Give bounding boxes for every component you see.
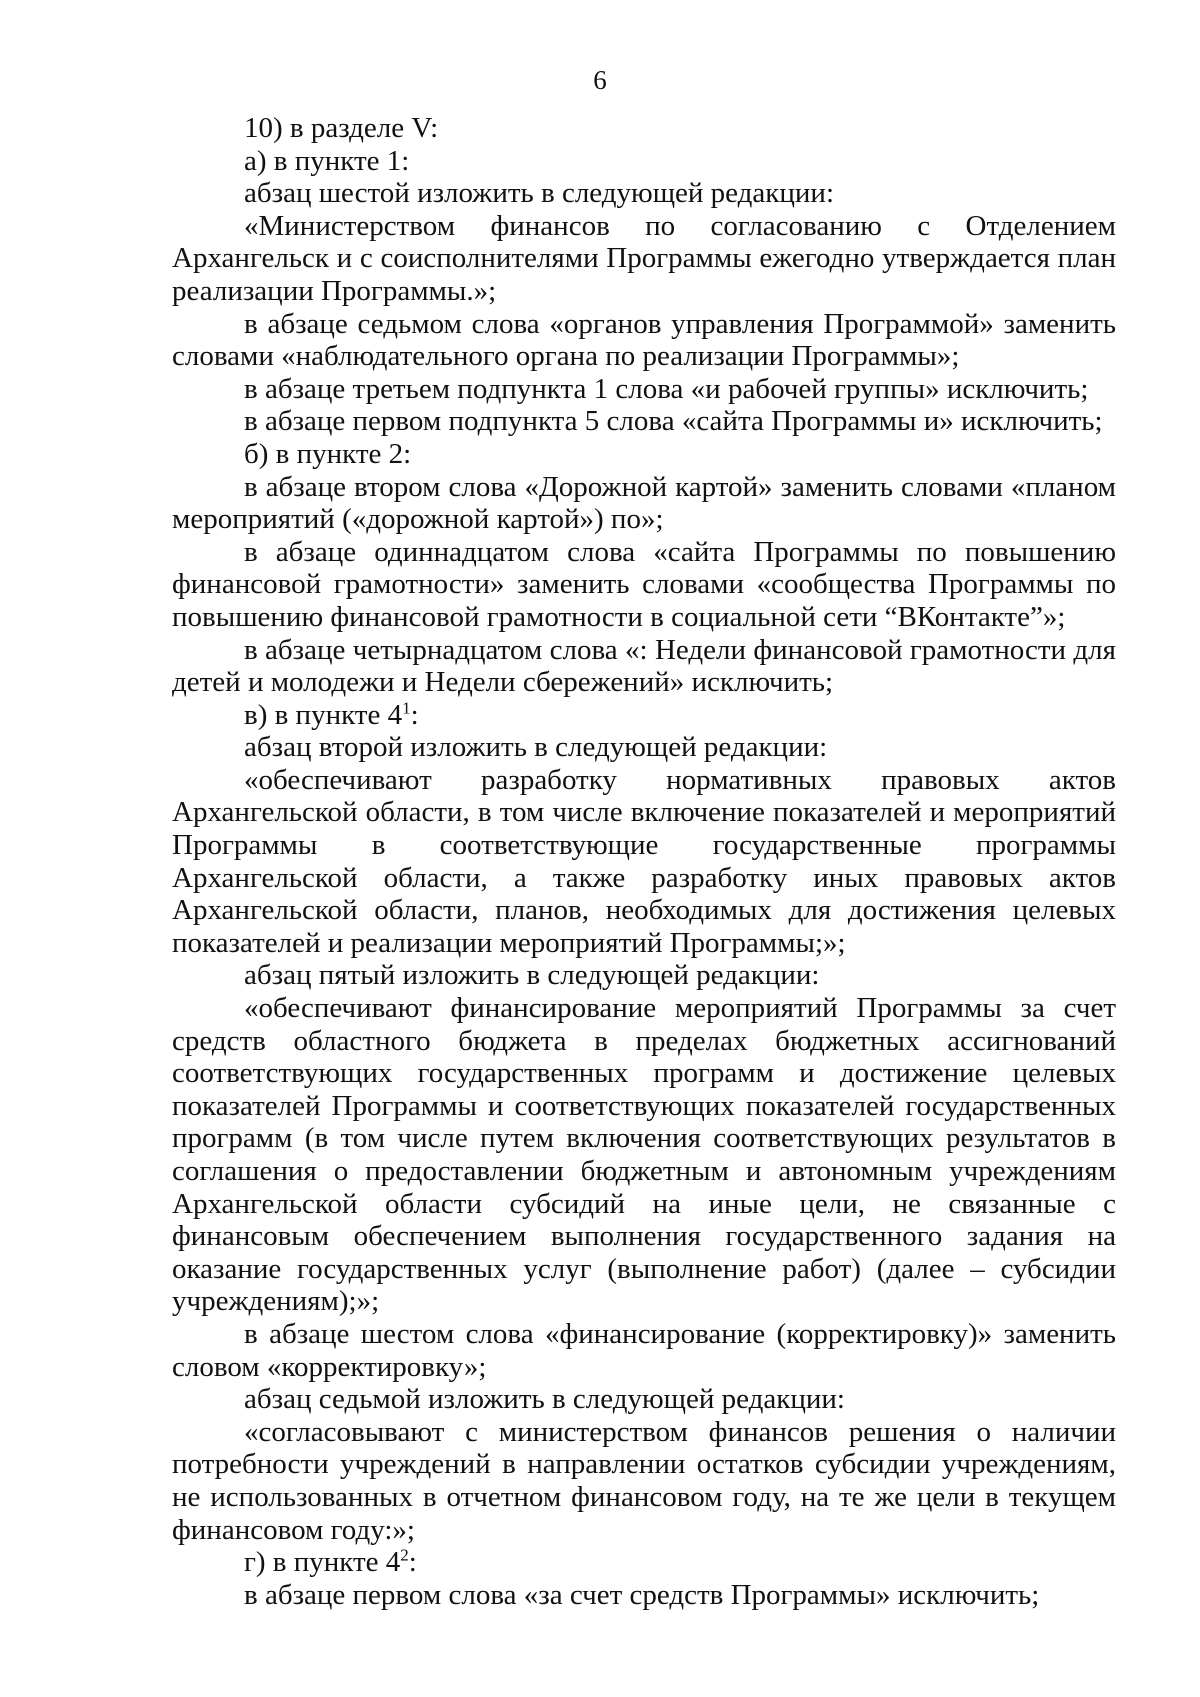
paragraph: в) в пункте $4^1$:	[244, 698, 419, 731]
paragraph: в абзаце втором слова «Дорожной картой» заменить словами «планом мероприятий («дорожной картой») по»;	[172, 470, 1116, 536]
superscript: 1	[402, 698, 411, 718]
paragraph: абзац седьмой изложить в следующей редакции:	[244, 1383, 845, 1416]
paragraph: абзац шестой изложить в следующей редакции:	[244, 177, 834, 210]
paragraph: г) в пункте $4^2$:	[244, 1545, 417, 1579]
paragraph: б) в пункте 2:	[244, 437, 412, 470]
paragraph: 10) в разделе V:	[244, 112, 439, 144]
page-number: 6	[593, 65, 607, 95]
paragraph: в абзаце одиннадцатом слова «сайта Программы по повышению финансовой грамотности» заменить словами «сообщества Программы по повышению финансовой грамотности в социальной сети “ВКонтакте”»;	[172, 535, 1116, 633]
paragraph: в абзаце третьем подпункта 1 слова «и рабочей группы» исключить;	[244, 372, 1089, 405]
paragraph: а) в пункте 1:	[244, 144, 410, 177]
paragraph: абзац пятый изложить в следующей редакции:	[244, 959, 820, 992]
paragraph: в абзаце первом слова «за счет средств Программы» исключить;	[244, 1578, 1040, 1611]
paragraph: «согласовывают с министерством финансов решения о наличии потребности учреждений в направлении остатков субсидии учреждениям, не использованных в отчетном финансовом году, на те же цели в текущем финансовом году:»;	[172, 1415, 1116, 1546]
document-body	[172, 112, 1116, 1611]
paragraph: в абзаце первом подпункта 5 слова «сайта Программы и» исключить;	[244, 405, 1103, 438]
paragraph: «Министерством финансов по согласованию с Отделением Архангельск и с соисполнителями Программы ежегодно утверждается план реализации Программы.»;	[172, 209, 1116, 307]
paragraph: в абзаце шестом слова «финансирование (корректировку)» заменить словом «корректировку»;	[172, 1317, 1116, 1383]
paragraph: в абзаце седьмом слова «органов управления Программой» заменить словами «наблюдательного органа по реализации Программы»;	[172, 307, 1116, 373]
paragraph: абзац второй изложить в следующей редакции:	[244, 731, 828, 764]
paragraph: в абзаце четырнадцатом слова «: Недели финансовой грамотности для детей и молодежи и Недели сбережений» исключить;	[172, 633, 1116, 699]
paragraph: «обеспечивают разработку нормативных правовых актов Архангельской области, в том числе включение показателей и мероприятий Программы в соответствующие государственные программы Архангельской области, а также разработку иных правовых актов Архангельской области, планов, необходимых для достижения целевых показателей и реализации мероприятий Программы;»;	[172, 763, 1116, 959]
superscript: 2	[400, 1545, 409, 1565]
paragraph: «обеспечивают финансирование мероприятий Программы за счет средств областного бюджета в пределах бюджетных ассигнований соответствующих государственных программ и достижение целевых показателей Программы и соответствующих показателей государственных программ (в том числе путем включения соответствующих результатов в соглашения о предоставлении бюджетным и автономным учреждениям Архангельской области субсидий на иные цели, не связанные с финансовым обеспечением выполнения государственного задания на оказание государственных услуг (выполнение работ) (далее – субсидии учреждениям);»;	[172, 992, 1116, 1318]
